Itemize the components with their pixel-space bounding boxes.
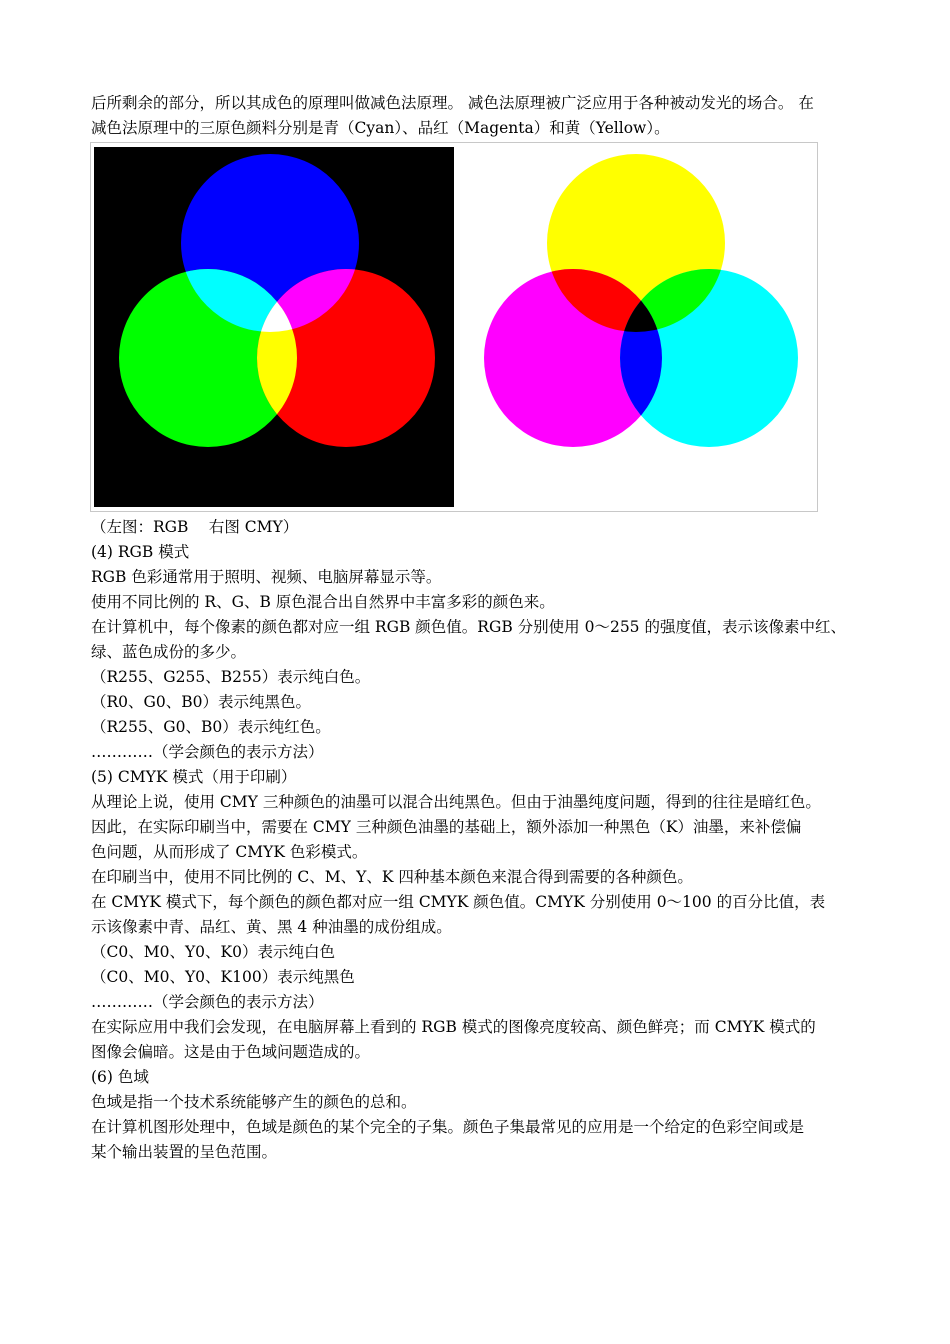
- rgb-cmy-figure: [90, 142, 818, 512]
- paragraph-line: 从理论上说，使用 CMY 三种颜色的油墨可以混合出纯黑色。但由于油墨纯度问题，得到的往往是暗红色。: [91, 793, 821, 811]
- paragraph-line: 在实际应用中我们会发现，在电脑屏幕上看到的 RGB 模式的图像亮度较高、颜色鲜亮；而 CMYK 模式的: [91, 1018, 816, 1036]
- paragraph-line: 在计算机中，每个像素的颜色都对应一组 RGB 颜色值。RGB 分别使用 0～255 的强度值，表示该像素中红、: [91, 618, 846, 636]
- paragraph-line: （C0、M0、Y0、K0）表示纯白色: [91, 943, 335, 961]
- cmy-diagram: [455, 147, 814, 507]
- paragraph-line: 色域是指一个技术系统能够产生的颜色的总和。: [91, 1093, 417, 1111]
- paragraph-line: （R255、G0、B0）表示纯红色。: [91, 718, 331, 736]
- paragraph-line: 在 CMYK 模式下，每个颜色的颜色都对应一组 CMYK 颜色值。CMYK 分别使用 0～100 的百分比值，表: [91, 893, 826, 911]
- paragraph-line: 绿、蓝色成份的多少。: [91, 643, 247, 661]
- paragraph-line: （R255、G255、B255）表示纯白色。: [91, 668, 371, 686]
- paragraph-line: 色问题，从而形成了 CMYK 色彩模式。: [91, 843, 368, 861]
- paragraph-line: 减色法原理中的三原色颜料分别是青（Cyan）、品红（Magenta）和黄（Yellow）。: [91, 119, 670, 137]
- heading-rgb-mode: (4) RGB 模式: [91, 543, 190, 561]
- rgb-diagram: [94, 147, 454, 507]
- paragraph-line: RGB 色彩通常用于照明、视频、电脑屏幕显示等。: [91, 568, 442, 586]
- paragraph-line: …………（学会颜色的表示方法）: [91, 993, 324, 1011]
- paragraph-line: 图像会偏暗。这是由于色域问题造成的。: [91, 1043, 371, 1061]
- paragraph-line: （C0、M0、Y0、K100）表示纯黑色: [91, 968, 355, 986]
- paragraph-line: 示该像素中青、品红、黄、黑 4 种油墨的成份组成。: [91, 918, 452, 936]
- paragraph-line: 因此，在实际印刷当中，需要在 CMY 三种颜色油墨的基础上，额外添加一种黑色（K）油墨，来补偿偏: [91, 818, 802, 836]
- heading-color-gamut: (6) 色域: [91, 1068, 149, 1086]
- paragraph-line: 使用不同比例的 R、G、B 原色混合出自然界中丰富多彩的颜色来。: [91, 593, 555, 611]
- paragraph-line: 在计算机图形处理中，色域是颜色的某个完全的子集。颜色子集最常见的应用是一个给定的色彩空间或是: [91, 1118, 805, 1136]
- paragraph-line: 在印刷当中，使用不同比例的 C、M、Y、K 四种基本颜色来混合得到需要的各种颜色。: [91, 868, 693, 886]
- heading-cmyk-mode: (5) CMYK 模式（用于印刷）: [91, 768, 297, 786]
- paragraph-line: 某个输出装置的呈色范围。: [91, 1143, 278, 1161]
- paragraph-line: 后所剩余的部分，所以其成色的原理叫做减色法原理。 减色法原理被广泛应用于各种被动发光的场合。 在: [91, 94, 814, 112]
- color-mixing-diagram: [91, 143, 817, 511]
- figure-caption: （左图：RGB 右图 CMY）: [91, 518, 299, 536]
- paragraph-line: （R0、G0、B0）表示纯黑色。: [91, 693, 312, 711]
- paragraph-line: …………（学会颜色的表示方法）: [91, 743, 324, 761]
